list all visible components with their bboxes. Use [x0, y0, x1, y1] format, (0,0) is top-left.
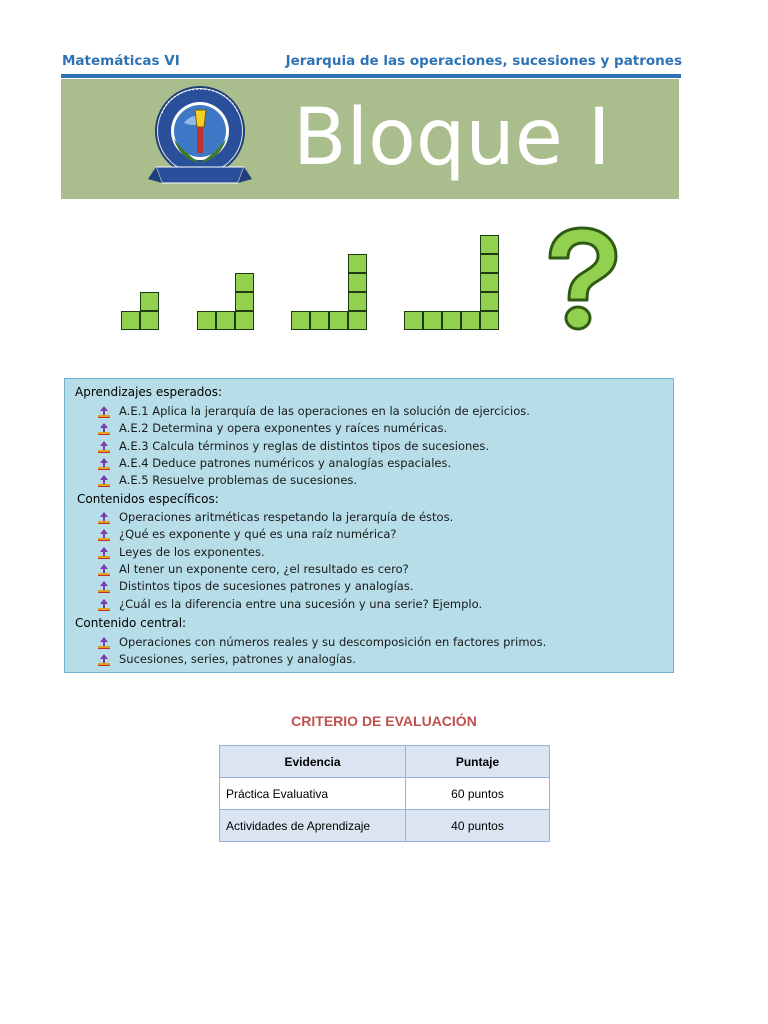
list-item-text: A.E.3 Calcula términos y reglas de distintos tipos de sucesiones. — [119, 438, 490, 453]
evidence-cell: Actividades de Aprendizaje — [220, 810, 406, 842]
bullet-icon — [98, 475, 110, 487]
pattern-square — [461, 311, 480, 330]
pattern-square — [480, 311, 499, 330]
pattern-square — [310, 311, 329, 330]
list-item-text: A.E.1 Aplica la jerarquía de las operaciones en la solución de ejercicios. — [119, 404, 530, 418]
list-item-text: Sucesiones, series, patrones y analogías. — [119, 652, 356, 667]
pattern-square — [197, 311, 216, 330]
list-item-text: A.E.2 Determina y opera exponentes y raíces numéricas. — [119, 421, 448, 436]
bullet-icon — [98, 406, 110, 418]
table-row — [220, 810, 550, 842]
table-header-row — [220, 746, 550, 778]
pattern-square — [480, 254, 499, 273]
pattern-square — [140, 311, 159, 330]
list-item-text: Al tener un exponente cero, ¿el resultado es cero? — [119, 561, 409, 576]
criterio-table — [219, 745, 550, 842]
list-item-text: Operaciones con números reales y su descomposición en factores primos. — [119, 635, 547, 649]
pattern-square — [480, 235, 499, 254]
square-patterns — [0, 220, 768, 340]
pattern-square — [348, 254, 367, 273]
score-cell: 60 puntos — [406, 778, 550, 810]
bullet-icon — [98, 441, 110, 453]
criterio-title: CRITERIO DE EVALUACIÓN — [291, 713, 477, 729]
bullet-icon — [98, 512, 110, 524]
evidence-cell: Práctica Evaluativa — [220, 778, 406, 810]
contenidos-heading: Contenidos específicos: — [77, 492, 219, 506]
bloque-banner — [61, 79, 679, 199]
topic-title: Jerarquia de las operaciones, sucesiones y patrones — [285, 53, 682, 69]
bullet-icon — [98, 564, 110, 576]
pattern-square — [235, 311, 254, 330]
list-item-text: ¿Qué es exponente y qué es una raíz numérica? — [119, 527, 397, 542]
page-header — [62, 53, 682, 73]
bullet-icon — [98, 654, 110, 666]
learning-content-box — [64, 378, 674, 673]
school-logo — [148, 83, 252, 195]
pattern-square — [291, 311, 310, 330]
column-header: Puntaje — [406, 746, 550, 778]
score-cell: 40 puntos — [406, 810, 550, 842]
pattern-square — [235, 292, 254, 311]
bullet-icon — [98, 581, 110, 593]
pattern-square — [121, 311, 140, 330]
central-heading: Contenido central: — [75, 616, 187, 630]
pattern-square — [480, 273, 499, 292]
list-item-text: Operaciones aritméticas respetando la jerarquía de éstos. — [119, 510, 454, 524]
pattern-square — [348, 292, 367, 311]
bullet-icon — [98, 458, 110, 470]
list-item-text: ¿Cuál es la diferencia entre una sucesión y una serie? Ejemplo. — [119, 596, 483, 611]
list-item-text: A.E.5 Resuelve problemas de sucesiones. — [119, 473, 358, 488]
pattern-square — [140, 292, 159, 311]
pattern-square — [329, 311, 348, 330]
bullet-icon — [98, 423, 110, 435]
pattern-square — [235, 273, 254, 292]
header-rule — [61, 74, 681, 78]
bullet-icon — [98, 599, 110, 611]
aprendizajes-heading: Aprendizajes esperados: — [75, 385, 223, 399]
list-item-text: Leyes de los exponentes. — [119, 544, 265, 559]
bullet-icon — [98, 637, 110, 649]
column-header: Evidencia — [220, 746, 406, 778]
bullet-icon — [98, 529, 110, 541]
pattern-square — [348, 311, 367, 330]
pattern-square — [216, 311, 235, 330]
subject-title: Matemáticas VI — [62, 53, 180, 69]
pattern-square — [348, 273, 367, 292]
list-item-text: A.E.4 Deduce patrones numéricos y analogías espaciales. — [119, 455, 452, 470]
pattern-square — [480, 292, 499, 311]
pattern-square — [404, 311, 423, 330]
pattern-square — [442, 311, 461, 330]
question-mark-icon — [540, 224, 622, 334]
bloque-title: Bloque I — [293, 93, 611, 183]
bullet-icon — [98, 547, 110, 559]
list-item-text: Distintos tipos de sucesiones patrones y analogías. — [119, 579, 414, 594]
pattern-square — [423, 311, 442, 330]
table-row — [220, 778, 550, 810]
